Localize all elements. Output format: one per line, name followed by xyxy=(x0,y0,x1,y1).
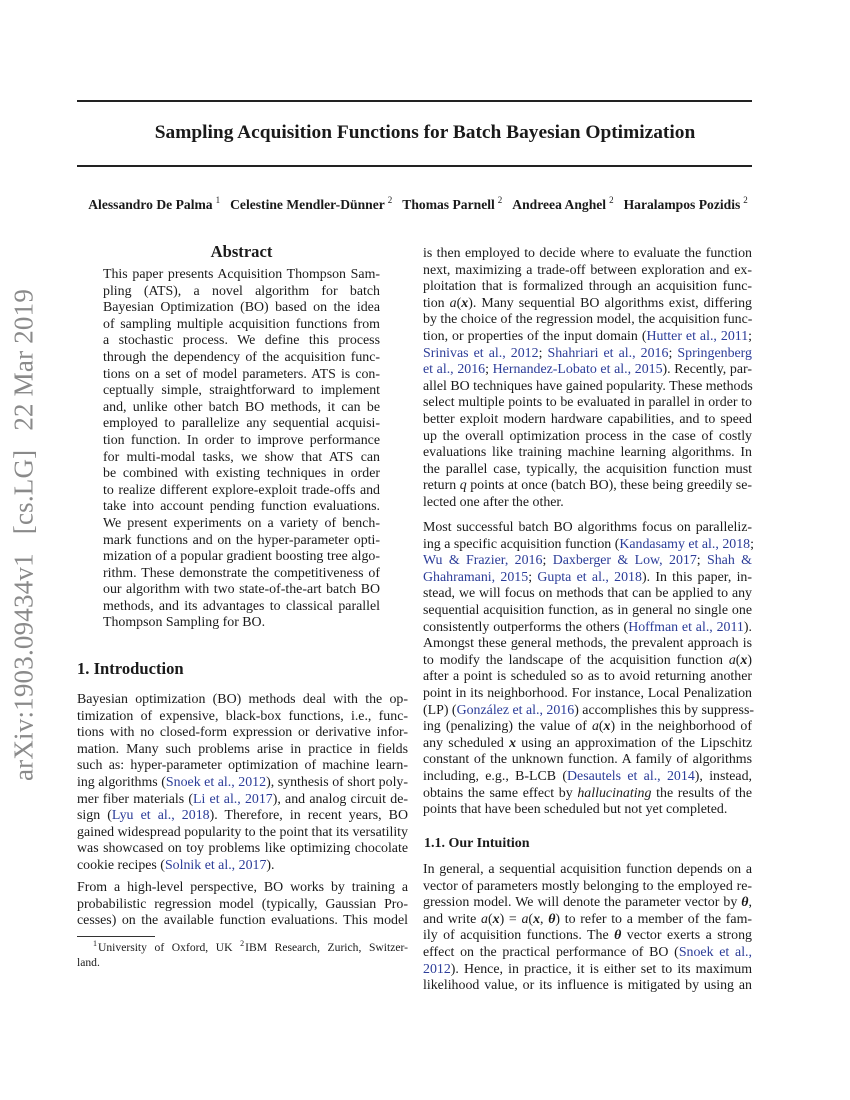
math-bold-symbol: x xyxy=(603,719,611,735)
text-run: ; xyxy=(750,536,754,552)
intuition-paragraph-1 xyxy=(423,862,752,995)
text-run: tions with no closed-form expression or derivative infor- xyxy=(77,725,408,741)
text-line xyxy=(423,362,752,379)
text-run: including, e.g., B-LCB ( xyxy=(423,768,567,784)
text-run: pling (ATS), a novel algorithm for batch xyxy=(103,283,380,299)
text-run: for multi-modal tasks, we show that ATS can xyxy=(103,449,380,465)
text-line xyxy=(103,383,380,400)
text-line xyxy=(103,483,380,500)
citation-link[interactable]: Solnik et al., 2017 xyxy=(164,857,267,873)
text-run: ing a specific acquisition function ( xyxy=(423,536,620,552)
text-line xyxy=(103,433,380,450)
math-bold-symbol: x xyxy=(461,295,469,311)
text-run: ; xyxy=(485,362,493,378)
text-run: ). Recently, par- xyxy=(662,362,752,378)
text-line xyxy=(423,769,752,786)
text-run: vector exerts a strong xyxy=(621,928,752,944)
author-list xyxy=(0,196,836,214)
text-run: such as: hyper-parameter optimization of machine learn- xyxy=(77,758,408,774)
text-line xyxy=(103,300,380,317)
text-run: ; xyxy=(542,553,553,569)
text-line xyxy=(77,725,408,742)
text-run: ploitation that is formalized through an acquisition func- xyxy=(423,279,752,295)
text-line xyxy=(103,450,380,467)
text-line xyxy=(423,978,752,995)
text-run: Bayesian optimization (BO) methods deal with the op- xyxy=(77,692,408,707)
text-run: ( xyxy=(735,652,741,668)
text-run: the parallel case, typically, the acquisition function must xyxy=(423,461,752,477)
text-run: vector of parameters mostly belonging to the employed re- xyxy=(423,878,752,894)
text-run: any scheduled xyxy=(423,735,510,751)
text-run: , xyxy=(540,911,549,927)
citation-link[interactable]: Li et al., 2017 xyxy=(192,791,273,807)
text-run: rithm. These demonstrate the competitiveness of xyxy=(103,565,380,581)
text-run: sequential acquisition function, as in general no single one xyxy=(423,602,752,618)
affiliation-oxford: University of Oxford, UK xyxy=(98,941,241,954)
text-run: return xyxy=(423,478,460,494)
math-bold-symbol: x xyxy=(533,911,541,927)
text-run: tion function. In order to improve performance xyxy=(103,432,380,448)
text-line xyxy=(103,516,380,533)
author-name: Alessandro De Palma xyxy=(88,197,213,212)
arxiv-date: 22 Mar 2019 xyxy=(8,288,39,431)
text-run: cookie recipes ( xyxy=(77,857,165,873)
text-line xyxy=(103,615,380,632)
text-line xyxy=(103,599,380,616)
text-line xyxy=(423,686,752,703)
text-line xyxy=(103,350,380,367)
text-line xyxy=(103,533,380,550)
text-line xyxy=(423,478,752,495)
text-run: through the dependency of the acquisition func- xyxy=(103,349,380,365)
text-run: ing algorithms ( xyxy=(77,774,166,790)
subsection-heading-our-intuition: 1.1. Our Intuition xyxy=(424,836,530,851)
text-run: ( xyxy=(456,295,462,311)
text-run: the results of the xyxy=(651,785,753,801)
math-bold-symbol: x xyxy=(509,735,517,751)
author xyxy=(512,197,613,212)
text-run: be combined with existing techniques in order xyxy=(103,466,380,482)
text-line xyxy=(103,466,380,483)
text-run: tion, or properties of the input domain ( xyxy=(423,328,647,344)
text-run: effect on the practical performance of BO ( xyxy=(423,944,679,960)
text-line xyxy=(423,445,752,462)
abstract-body xyxy=(103,267,380,632)
author xyxy=(88,197,220,212)
text-line xyxy=(423,412,752,429)
text-run: ). xyxy=(266,857,275,873)
text-run: cesses) on the available function evaluations. This model xyxy=(77,913,408,929)
text-line xyxy=(77,897,408,914)
text-run: probabilistic regression model (typically, Gaussian Pro- xyxy=(77,896,408,912)
text-run: our algorithm with two state-of-the-art batch BO xyxy=(103,582,380,598)
math-bold-symbol: x xyxy=(740,652,748,668)
text-run: by the choice of the regression model, the acquisition func- xyxy=(423,312,753,328)
intro-paragraph-2 xyxy=(77,880,408,930)
affiliation-footnote xyxy=(77,940,408,970)
title-bottom-rule xyxy=(77,165,752,167)
text-line xyxy=(423,802,752,819)
intro-paragraph-3 xyxy=(423,246,752,512)
text-line xyxy=(103,284,380,301)
citation-link[interactable]: Kandasamy et al., 2018 xyxy=(619,536,751,552)
section-heading-introduction: 1. Introduction xyxy=(77,659,184,678)
text-line xyxy=(103,499,380,516)
arxiv-category: [cs.LG] xyxy=(8,449,39,535)
math-bold-symbol: θ xyxy=(614,928,622,944)
title-top-rule xyxy=(77,100,752,102)
affiliation-ibm: IBM Research, Zurich, Switzer- xyxy=(245,941,408,954)
text-run: timization of expensive, black-box functions, i.e., func- xyxy=(77,708,408,724)
citation-link[interactable]: Ghahramani, 2015 xyxy=(423,569,529,585)
text-line xyxy=(423,603,752,620)
text-run: likelihood value, or its influence is mitigated by using an xyxy=(423,978,752,994)
text-run: Bayesian Optimization (BO) based on the idea xyxy=(103,300,380,316)
affiliation-mark: 2 xyxy=(387,195,393,205)
text-line xyxy=(423,636,752,653)
text-line xyxy=(77,775,408,792)
citation-link[interactable]: 2012 xyxy=(423,961,451,977)
affiliation-ibm-cont: land. xyxy=(77,956,100,969)
text-run: mark functions and on the hyper-parameter opti- xyxy=(103,532,380,548)
text-run: ), instead, xyxy=(694,768,753,784)
text-run: tion xyxy=(423,295,450,311)
text-run: employed to parallelize any sequential acquisi- xyxy=(103,416,380,432)
text-run: mation. Many such problems arise in practice in fields xyxy=(77,741,408,757)
text-line xyxy=(423,296,752,313)
text-run: stead, we will focus on methods that can be applied to any xyxy=(423,586,752,602)
text-run: mer fiber materials ( xyxy=(77,791,193,807)
text-line xyxy=(423,962,752,979)
text-line xyxy=(423,620,752,637)
footnote-mark: 2 xyxy=(240,939,245,948)
text-run: points at once (batch BO), these being greedily se- xyxy=(466,478,753,494)
intro-paragraph-4 xyxy=(423,520,752,819)
text-run: (LP) ( xyxy=(423,702,457,718)
affiliation-mark: 2 xyxy=(497,195,503,205)
text-run: tions on a set of model parameters. ATS is con- xyxy=(103,366,380,382)
text-run: to modify the landscape of the acquisition function xyxy=(423,652,729,668)
affiliation-mark: 1 xyxy=(215,195,221,205)
text-line xyxy=(423,912,752,929)
text-line xyxy=(77,792,408,809)
math-symbol: a xyxy=(521,911,529,927)
author-name: Haralampos Pozidis xyxy=(623,197,741,212)
text-run: ). Many sequential BO algorithms exist, differing xyxy=(468,295,752,311)
text-line xyxy=(423,263,752,280)
text-run: and write xyxy=(423,911,482,927)
citation-link[interactable]: Hutter et al., 2011 xyxy=(646,328,749,344)
text-run: gained widespread popularity to the point that its versatility xyxy=(77,824,408,840)
text-run: points that have been scheduled but not yet completed. xyxy=(423,802,728,818)
text-line xyxy=(423,879,752,896)
text-run: ) = xyxy=(499,911,522,927)
text-run: Amongst these general methods, the prevalent approach is xyxy=(423,636,752,652)
text-run: , xyxy=(748,895,752,911)
math-bold-symbol: x xyxy=(492,911,500,927)
text-line xyxy=(423,786,752,803)
text-line xyxy=(77,913,408,930)
text-line xyxy=(423,895,752,912)
citation-link[interactable]: et al., 2016 xyxy=(423,362,486,378)
author-name: Andreea Anghel xyxy=(512,197,607,212)
text-line xyxy=(77,692,408,709)
text-line xyxy=(77,841,408,858)
text-line xyxy=(423,703,752,720)
text-line xyxy=(103,582,380,599)
text-line xyxy=(423,462,752,479)
math-symbol: a xyxy=(449,295,457,311)
text-line xyxy=(423,669,752,686)
math-bold-symbol: θ xyxy=(741,895,749,911)
text-line xyxy=(423,719,752,736)
text-run: a stochastic process. We define this process xyxy=(103,333,380,349)
emphasis: hallucinating xyxy=(577,785,652,801)
text-run: to realize different explore-exploit trade-offs and xyxy=(103,482,380,498)
text-line xyxy=(423,752,752,769)
text-run: We present experiments on a variety of bench- xyxy=(103,515,380,531)
text-run: point in its neighborhood. For instance, Local Penalization xyxy=(423,685,752,701)
text-run: This paper presents Acquisition Thompson Sam- xyxy=(103,267,380,282)
text-run: lected one after the other. xyxy=(423,494,564,510)
text-line xyxy=(423,520,752,537)
citation-link[interactable]: Hoffman et al., 2011 xyxy=(628,619,744,635)
text-run: ). Therefore, in recent years, BO xyxy=(209,808,408,824)
text-line xyxy=(423,653,752,670)
math-symbol: a xyxy=(591,719,599,735)
text-line xyxy=(77,858,408,875)
text-line xyxy=(103,566,380,583)
text-line xyxy=(423,495,752,512)
text-line xyxy=(423,553,752,570)
affiliation-mark: 2 xyxy=(743,195,748,205)
intro-paragraph-1 xyxy=(77,692,408,875)
text-run: evaluations like training machine learning algorithms. In xyxy=(423,445,752,461)
text-line xyxy=(423,736,752,753)
text-run: allel BO techniques have gained popularity. These methods xyxy=(423,378,753,394)
text-line xyxy=(103,317,380,334)
text-run: ). Hence, in practice, it is either set to its maximum xyxy=(450,961,752,977)
citation-link[interactable]: Wu & Frazier, 2016 xyxy=(423,553,543,569)
text-run: better exploit modern hardware capabilities, and to speed xyxy=(423,411,752,427)
text-run: Thompson Sampling for BO. xyxy=(103,615,266,631)
abstract-heading: Abstract xyxy=(210,242,273,261)
author-name: Celestine Mendler-Dünner xyxy=(230,197,385,212)
text-run: ; xyxy=(696,553,708,569)
text-line xyxy=(423,862,752,879)
text-line xyxy=(103,333,380,350)
text-run: up the overall optimization process in the case of costly xyxy=(423,428,752,444)
citation-link[interactable]: Daxberger & Low, 2017 xyxy=(552,553,697,569)
arxiv-id: arXiv:1903.09434v1 xyxy=(8,553,39,782)
text-run: ; xyxy=(668,345,678,361)
paper-title: Sampling Acquisition Functions for Batch Bayesian Optimization xyxy=(154,122,696,143)
text-line xyxy=(77,758,408,775)
text-line xyxy=(423,537,752,554)
text-line xyxy=(77,709,408,726)
text-run: after a point is scheduled so as to avoid returning another xyxy=(423,669,752,685)
citation-link[interactable]: Lyu et al., 2018 xyxy=(111,808,210,824)
citation-link[interactable]: González et al., 2016 xyxy=(456,702,575,718)
text-run: ; xyxy=(528,569,538,585)
affiliation-mark: 2 xyxy=(609,195,614,205)
text-run: ) to refer to a member of the fam- xyxy=(555,911,752,927)
text-line xyxy=(77,880,408,897)
arxiv-sidebar-stamp xyxy=(9,283,40,787)
text-run: constant of the unknown function. A family of algorithms xyxy=(423,752,752,768)
citation-link[interactable]: Hernandez-Lobato et al., 2015 xyxy=(492,362,663,378)
text-run: ing (penalizing) the value of xyxy=(423,719,592,735)
math-bold-symbol: θ xyxy=(548,911,556,927)
text-line xyxy=(103,400,380,417)
text-run: ( xyxy=(528,911,534,927)
text-run: of sampling multiple acquisition functions from xyxy=(103,316,380,332)
author xyxy=(230,197,392,212)
footnote-mark: 1 xyxy=(93,939,97,948)
text-line xyxy=(423,429,752,446)
text-run: Most successful batch BO algorithms focus on paralleliz- xyxy=(423,520,752,535)
text-line xyxy=(423,246,752,263)
text-run: and, unlike other batch BO methods, it can be xyxy=(103,399,380,415)
text-run: was showcased on toy problems like optimizing chocolate xyxy=(77,841,408,857)
citation-link[interactable]: Gupta et al., 2018 xyxy=(537,569,642,585)
text-run: ) xyxy=(747,652,752,668)
math-symbol: a xyxy=(481,911,488,927)
author xyxy=(402,197,502,212)
text-line xyxy=(103,549,380,566)
citation-link[interactable]: Srinivas et al., 2012 xyxy=(423,345,539,361)
text-line xyxy=(423,928,752,945)
text-run: ), synthesis of short poly- xyxy=(266,774,408,790)
text-run: ). In this paper, in- xyxy=(641,569,753,585)
citation-link[interactable]: Snoek et al., xyxy=(678,944,752,960)
citation-link[interactable]: Desautels et al., 2014 xyxy=(567,768,695,784)
text-run: ( xyxy=(598,719,604,735)
text-run: obtains the same effect by xyxy=(423,785,578,801)
text-run: In general, a sequential acquisition function depends on a xyxy=(423,862,752,877)
text-run: ) in the neighborhood of xyxy=(610,719,752,735)
text-line xyxy=(103,367,380,384)
text-run: sign ( xyxy=(77,808,112,824)
citation-link[interactable]: Snoek et al., 2012 xyxy=(165,774,267,790)
text-line xyxy=(423,586,752,603)
text-run: ) accomplishes this by suppress- xyxy=(574,702,754,718)
footnote-rule xyxy=(77,936,155,937)
text-run: select multiple points to be evaluated in parallel in order to xyxy=(423,395,752,411)
text-line xyxy=(423,346,752,363)
text-line xyxy=(423,945,752,962)
author xyxy=(624,197,748,212)
citation-link[interactable]: Shahriari et al., 2016 xyxy=(547,345,669,361)
text-run: mization of a popular gradient boosting tree algo- xyxy=(103,549,380,565)
citation-link[interactable]: Shah & xyxy=(707,553,752,569)
text-line xyxy=(423,570,752,587)
text-line xyxy=(103,416,380,433)
text-run: take into account pending function evaluations. xyxy=(103,499,380,515)
text-run: is then employed to decide where to evaluate the function xyxy=(423,246,752,261)
text-run: methods, and its advantages to classical parallel xyxy=(103,598,380,614)
text-run: ). xyxy=(743,619,752,635)
text-run: next, maximizing a trade-off between exploration and ex- xyxy=(423,262,752,278)
text-line xyxy=(423,312,752,329)
text-line xyxy=(423,329,752,346)
text-line xyxy=(77,808,408,825)
text-line xyxy=(103,267,380,284)
text-line xyxy=(423,379,752,396)
text-run: ( xyxy=(487,911,493,927)
text-run: From a high-level perspective, BO works by training a xyxy=(77,880,408,895)
citation-link[interactable]: Springenberg xyxy=(677,345,752,361)
text-line xyxy=(423,395,752,412)
math-symbol: q xyxy=(459,478,467,494)
text-run: ; xyxy=(748,328,753,344)
text-run: ), and analog circuit de- xyxy=(272,791,408,807)
text-run: using an approximation of the Lipschitz xyxy=(516,735,753,751)
text-run: consistently outperforms the others ( xyxy=(423,619,629,635)
author-name: Thomas Parnell xyxy=(402,197,495,212)
text-run: ; xyxy=(538,345,548,361)
text-line xyxy=(77,825,408,842)
text-run: gression model. We will denote the parameter vector by xyxy=(423,895,742,911)
text-line xyxy=(423,279,752,296)
text-line xyxy=(77,742,408,759)
text-run: ceptually simple, straightforward to implement xyxy=(103,383,380,399)
text-run: ily of acquisition functions. The xyxy=(423,928,615,944)
math-symbol: a xyxy=(728,652,736,668)
